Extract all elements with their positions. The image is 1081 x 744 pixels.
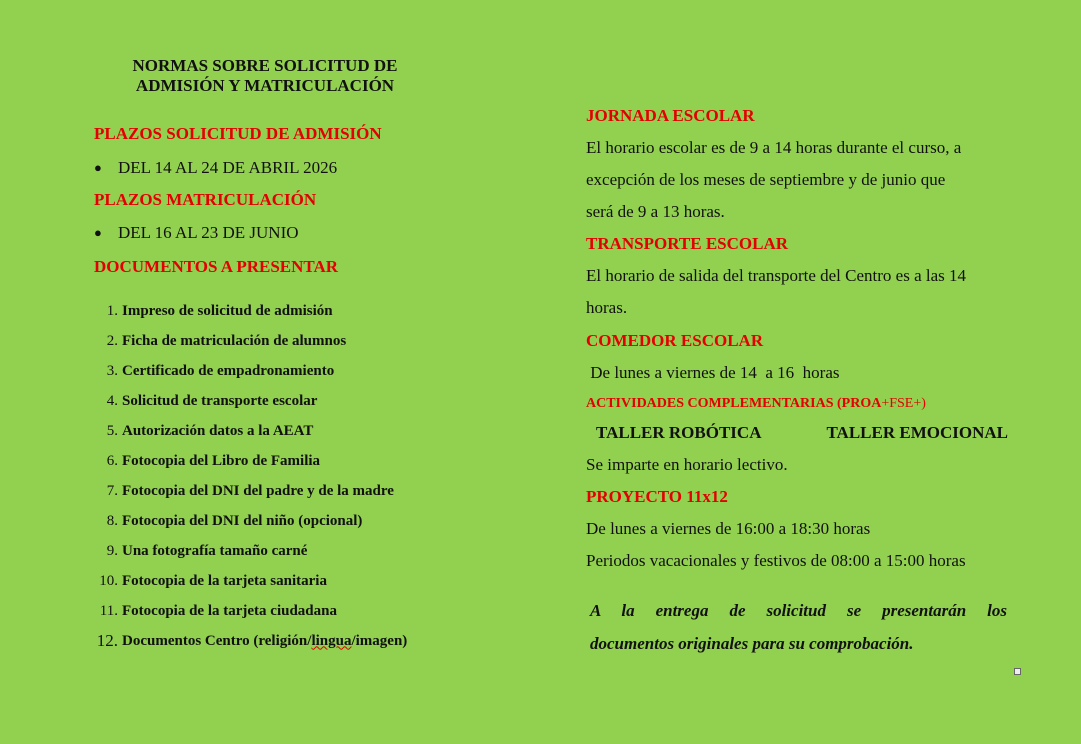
proyecto-heading: PROYECTO 11x12 bbox=[586, 487, 728, 506]
list-item: 1. Impreso de solicitud de admisión bbox=[106, 302, 333, 319]
plazos-admision-heading: PLAZOS SOLICITUD DE ADMISIÓN bbox=[94, 124, 382, 143]
list-item: 5. Autorización datos a la AEAT bbox=[106, 422, 314, 439]
list-item: 4. Solicitud de transporte escolar bbox=[106, 392, 318, 409]
jornada-line-3: será de 9 a 13 horas. bbox=[586, 202, 725, 221]
talleres-row bbox=[586, 423, 1008, 443]
comedor-heading: COMEDOR ESCOLAR bbox=[586, 331, 764, 350]
bullet-icon: ● bbox=[94, 160, 102, 175]
actividades-line-2: Se imparte en horario lectivo. bbox=[586, 455, 788, 474]
transporte-line-1: El horario de salida del transporte del Centro es a las 14 bbox=[586, 266, 967, 285]
title-line-2: ADMISIÓN Y MATRICULACIÓN bbox=[135, 76, 395, 95]
list-item: 9. Una fotografía tamaño carné bbox=[106, 542, 308, 559]
list-item: 8. Fotocopia del DNI del niño (opcional) bbox=[106, 512, 363, 529]
jornada-line-2: excepción de los meses de septiembre y de junio que bbox=[586, 170, 946, 189]
jornada-heading: JORNADA ESCOLAR bbox=[586, 106, 755, 125]
plazos-admision-text: DEL 14 AL 24 DE ABRIL 2026 bbox=[118, 158, 338, 177]
list-item: 12. Documentos Centro (religión/ lingua /imagen) bbox=[96, 631, 408, 650]
transporte-line-2: horas. bbox=[586, 298, 628, 317]
plazos-matriculacion-heading: PLAZOS MATRICULACIÓN bbox=[94, 190, 317, 209]
list-item: 2. Ficha de matriculación de alumnos bbox=[106, 332, 347, 349]
taller-robotica: TALLER ROBÓTICA bbox=[596, 423, 762, 442]
nota-line-2: documentos originales para su comprobación. bbox=[590, 634, 914, 653]
taller-emocional: TALLER EMOCIONAL bbox=[826, 423, 1008, 442]
list-item: 3. Certificado de empadronamiento bbox=[106, 362, 335, 379]
transporte-heading: TRANSPORTE ESCOLAR bbox=[586, 234, 789, 253]
bullet-icon: ● bbox=[94, 225, 102, 240]
proyecto-line-1: De lunes a viernes de 16:00 a 18:30 horas bbox=[586, 519, 871, 538]
actividades-heading: ACTIVIDADES COMPLEMENTARIAS (PROA+FSE+) bbox=[586, 396, 926, 411]
plazos-matriculacion-text: DEL 16 AL 23 DE JUNIO bbox=[118, 223, 299, 242]
documentos-list bbox=[92, 296, 552, 656]
jornada-line-1: El horario escolar es de 9 a 14 horas durante el curso, a bbox=[586, 138, 962, 157]
plazos-matriculacion-item bbox=[94, 223, 299, 243]
resize-handle[interactable] bbox=[1014, 668, 1021, 675]
list-item: 10. Fotocopia de la tarjeta sanitaria bbox=[99, 572, 327, 589]
title-line-1: NORMAS SOBRE SOLICITUD DE bbox=[132, 56, 398, 75]
plazos-admision-item bbox=[94, 158, 337, 178]
documentos-heading: DOCUMENTOS A PRESENTAR bbox=[94, 257, 339, 276]
list-item: 6. Fotocopia del Libro de Familia bbox=[106, 452, 321, 469]
page-title bbox=[95, 56, 435, 96]
proyecto-line-2: Periodos vacacionales y festivos de 08:00 a 15:00 horas bbox=[586, 551, 966, 570]
comedor-line-1: De lunes a viernes de 14 a 16 horas bbox=[586, 363, 840, 382]
list-item: 11. Fotocopia de la tarjeta ciudadana bbox=[99, 602, 337, 619]
list-item: 7. Fotocopia del DNI del padre y de la madre bbox=[106, 482, 394, 499]
nota-line-1: A la entrega de solicitud se presentarán los bbox=[590, 601, 1007, 620]
